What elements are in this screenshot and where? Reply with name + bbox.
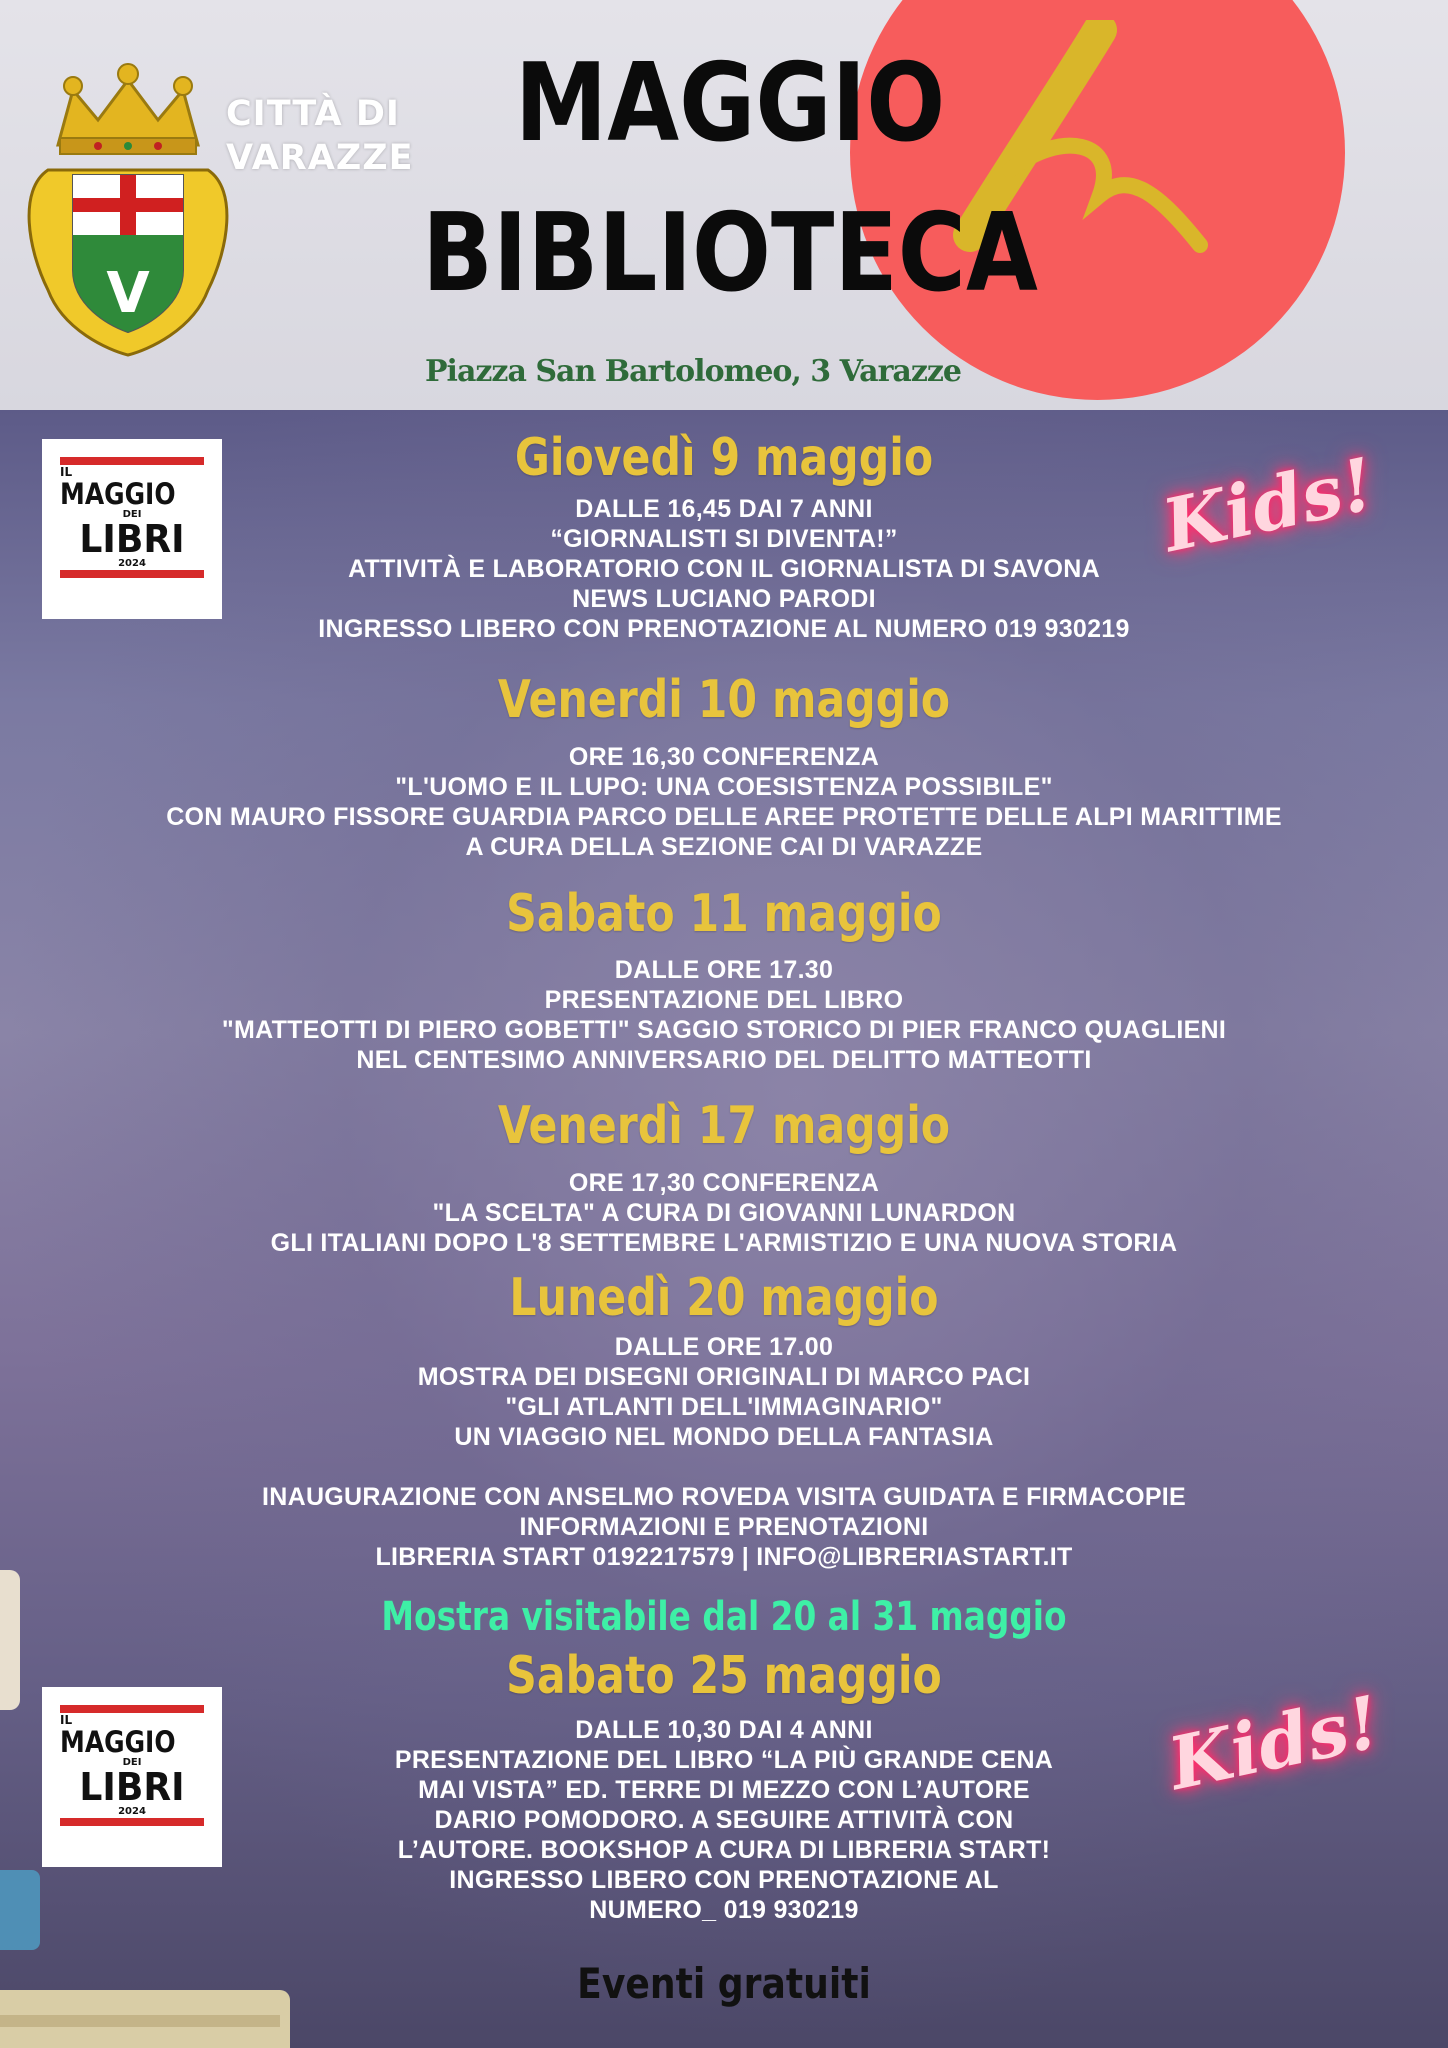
event-line: MAI VISTA” ED. TERRE DI MEZZO CON L’AUTORE xyxy=(418,1776,1030,1804)
event-line: "GLI ATLANTI DELL'IMMAGINARIO" xyxy=(505,1393,943,1421)
logo-maggio: MAGGIO xyxy=(60,1725,176,1759)
event-line: CON MAURO FISSORE GUARDIA PARCO DELLE AREE PROTETTE DELLE ALPI MARITTIME xyxy=(166,803,1282,831)
city-label-line2: VARAZZE xyxy=(226,138,414,178)
crest-letter: V xyxy=(106,261,150,326)
event-details xyxy=(0,955,1448,1075)
event-details xyxy=(0,1715,1448,1925)
event-line: NEL CENTESIMO ANNIVERSARIO DEL DELITTO MATTEOTTI xyxy=(356,1046,1092,1074)
exhibition-note: Mostra visitabile dal 20 al 31 maggio xyxy=(381,1594,1067,1640)
event-date: Sabato 25 maggio xyxy=(506,1646,942,1706)
event-line: GLI ITALIANI DOPO L'8 SETTEMBRE L'ARMISTIZIO E UNA NUOVA STORIA xyxy=(270,1229,1178,1257)
logo-year: 2024 xyxy=(118,1806,146,1817)
event-line: MOSTRA DEI DISEGNI ORIGINALI DI MARCO PACI xyxy=(417,1363,1031,1391)
event-line: "LA SCELTA" A CURA DI GIOVANNI LUNARDON xyxy=(432,1199,1016,1227)
logo-year: 2024 xyxy=(118,558,146,569)
logo-dei: DEI xyxy=(122,509,142,520)
event-date: Lunedì 20 maggio xyxy=(509,1268,939,1328)
event-line: DALLE ORE 17.00 xyxy=(614,1333,834,1361)
event-details xyxy=(0,1168,1448,1258)
logo-il: IL xyxy=(60,1713,73,1727)
event-line: DALLE 10,30 DAI 4 ANNI xyxy=(575,1716,873,1744)
event-details xyxy=(0,1332,1448,1572)
logo-libri: LIBRI xyxy=(79,1765,185,1809)
event-details xyxy=(0,742,1448,862)
event-line: ATTIVITÀ E LABORATORIO CON IL GIORNALISTA DI SAVONA xyxy=(348,555,1100,583)
kids-neon-label: Kids! xyxy=(1161,1678,1387,1807)
event-line: "MATTEOTTI DI PIERO GOBETTI" SAGGIO STORICO DI PIER FRANCO QUAGLIENI xyxy=(221,1016,1227,1044)
event-line: DALLE 16,45 DAI 7 ANNI xyxy=(575,495,873,523)
logo-stripe xyxy=(60,1705,204,1713)
city-crest-icon xyxy=(18,50,238,360)
event-line: PRESENTAZIONE DEL LIBRO xyxy=(544,986,904,1014)
event-line: INGRESSO LIBERO CON PRENOTAZIONE AL NUMERO 019 930219 xyxy=(318,615,1130,643)
event-line: “GIORNALISTI SI DIVENTA!” xyxy=(550,525,898,553)
city-label-line1: CITTÀ DI xyxy=(226,94,400,134)
event-line: INFORMAZIONI E PRENOTAZIONI xyxy=(519,1513,929,1541)
logo-il: IL xyxy=(60,465,73,479)
event-line: "L'UOMO E IL LUPO: UNA COESISTENZA POSSIBILE" xyxy=(395,773,1053,801)
event-line: DALLE ORE 17.30 xyxy=(614,956,834,984)
event-line: INGRESSO LIBERO CON PRENOTAZIONE AL xyxy=(449,1866,999,1894)
event-date: Giovedì 9 maggio xyxy=(514,428,934,488)
header xyxy=(0,0,1448,410)
address: Piazza San Bartolomeo, 3 Varazze xyxy=(425,354,961,389)
kids-neon-label: Kids! xyxy=(1155,440,1381,569)
event-line: UN VIAGGIO NEL MONDO DELLA FANTASIA xyxy=(454,1423,994,1451)
logo-libri: LIBRI xyxy=(79,517,185,561)
events-panel xyxy=(0,410,1448,2048)
main-title-line1: MAGGIO xyxy=(514,41,946,166)
event-date: Sabato 11 maggio xyxy=(506,884,942,944)
event-line: L’AUTORE. BOOKSHOP A CURA DI LIBRERIA START! xyxy=(397,1836,1051,1864)
event-date: Venerdi 10 maggio xyxy=(497,670,951,730)
event-line: LIBRERIA START 0192217579 | INFO@LIBRERIASTART.IT xyxy=(375,1543,1073,1571)
event-line: NEWS LUCIANO PARODI xyxy=(572,585,876,613)
event-line: NUMERO_ 019 930219 xyxy=(589,1896,859,1924)
logo-maggio: MAGGIO xyxy=(60,477,176,511)
free-events-footer: Eventi gratuiti xyxy=(577,1959,871,2008)
event-line xyxy=(0,1452,1448,1482)
logo-dei: DEI xyxy=(122,1757,142,1768)
event-line: ORE 17,30 CONFERENZA xyxy=(568,1169,880,1197)
event-details xyxy=(0,494,1448,644)
event-line: INAUGURAZIONE CON ANSELMO ROVEDA VISITA GUIDATA E FIRMACOPIE xyxy=(261,1483,1187,1511)
main-title-line2: BIBLIOTECA xyxy=(422,191,1038,316)
event-line: A CURA DELLA SEZIONE CAI DI VARAZZE xyxy=(465,833,983,861)
event-line: PRESENTAZIONE DEL LIBRO “LA PIÙ GRANDE CENA xyxy=(394,1746,1054,1774)
event-date: Venerdì 17 maggio xyxy=(497,1096,951,1156)
event-line: ORE 16,30 CONFERENZA xyxy=(568,743,880,771)
event-line: DARIO POMODORO. A SEGUIRE ATTIVITÀ CON xyxy=(434,1806,1014,1834)
